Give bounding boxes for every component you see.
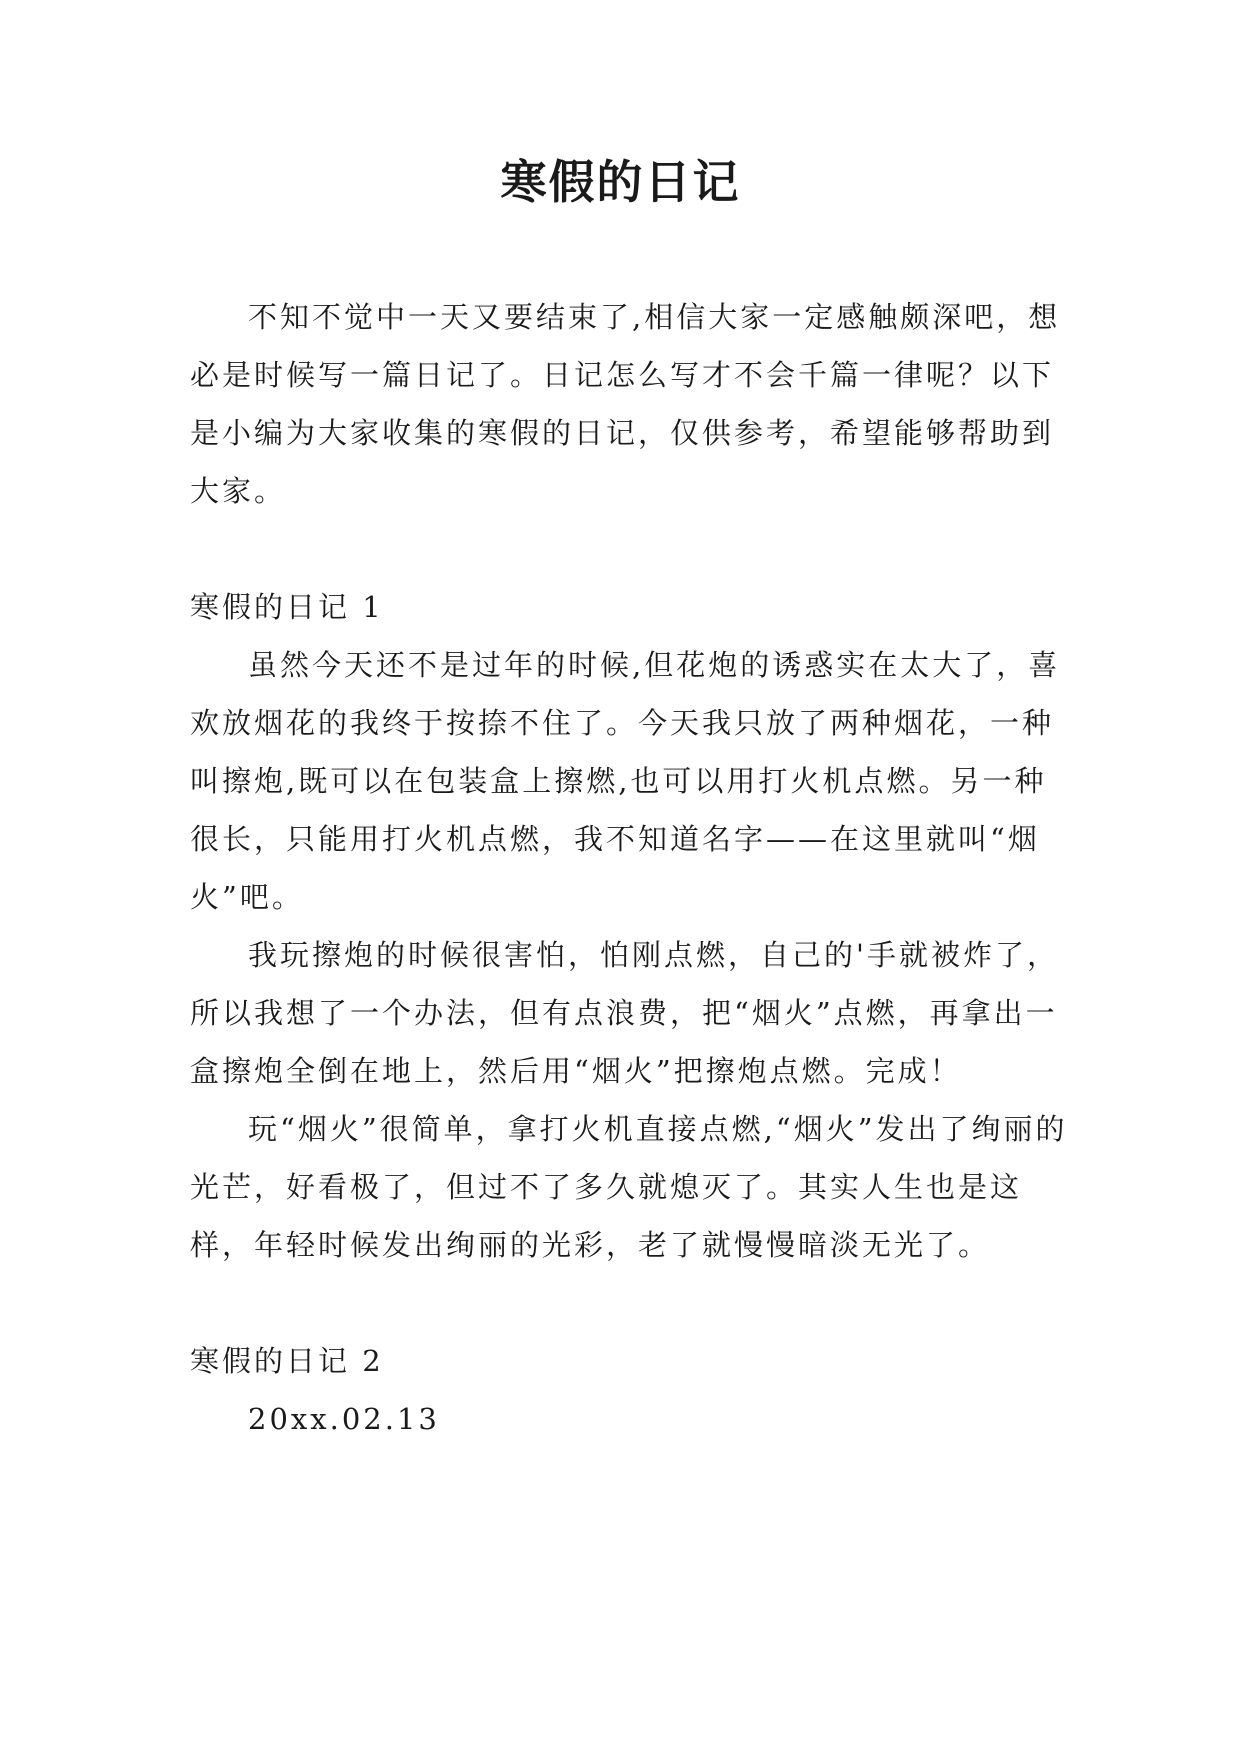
document-body	[190, 288, 1070, 1448]
diary-2-heading: 寒假的日记 2	[190, 1344, 384, 1378]
diary-1-paragraph-3: 玩“烟火”很简单，拿打火机直接点燃,“烟火”发出了绚丽的光芒，好看极了，但过不了多久就熄灭了。其实人生也是这样，年轻时候发出绚丽的光彩，老了就慢慢暗淡无光了。	[190, 1112, 1068, 1262]
section-gap	[190, 1274, 1070, 1332]
diary-1-paragraph-2: 我玩擦炮的时候很害怕，怕刚点燃，自己的'手就被炸了，所以我想了一个办法，但有点浪费，把“烟火”点燃，再拿出一盒擦炮全倒在地上，然后用“烟火”把擦炮点燃。完成！	[190, 938, 1059, 1088]
diary-2-date: 20xx.02.13	[248, 1402, 440, 1436]
diary-1-heading: 寒假的日记 1	[190, 590, 384, 624]
intro-paragraph: 不知不觉中一天又要结束了,相信大家一定感触颇深吧，想必是时候写一篇日记了。日记怎么写才不会千篇一律呢？以下是小编为大家收集的寒假的日记，仅供参考，希望能够帮助到大家。	[190, 300, 1061, 508]
diary-1-paragraph-1: 虽然今天还不是过年的时候,但花炮的诱惑实在太大了，喜欢放烟花的我终于按捺不住了。今天我只放了两种烟花，一种叫擦炮,既可以在包装盒上擦燃,也可以用打火机点燃。另一种很长，只能用打火机点燃，我不知道名字——在这里就叫“烟火”吧。	[190, 648, 1061, 914]
section-gap	[190, 520, 1070, 578]
document-title: 寒假的日记	[500, 155, 741, 209]
